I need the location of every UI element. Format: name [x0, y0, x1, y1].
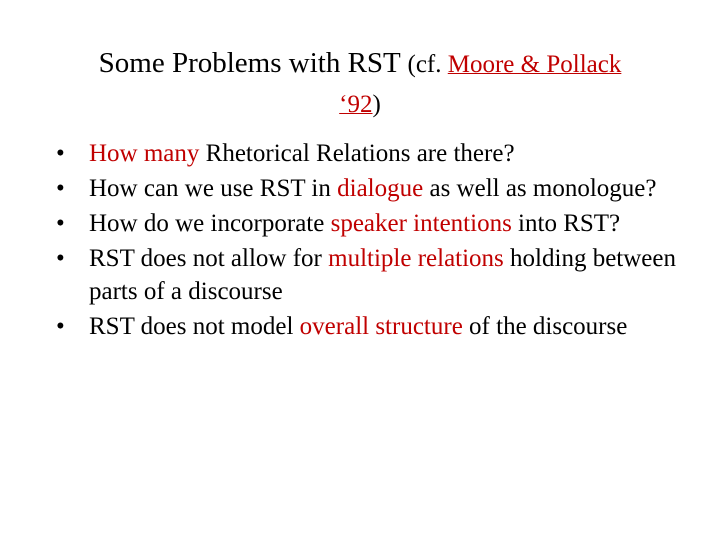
bullet-text-post: of the discourse	[462, 313, 628, 340]
bullet-text-pre: How can we use RST in	[89, 175, 338, 202]
bullet-icon: •	[56, 245, 65, 272]
bullet-icon: •	[56, 210, 65, 237]
citation-close: )	[372, 91, 381, 118]
bullet-list	[56, 137, 676, 345]
citation-authors-link[interactable]: Moore & Pollack	[447, 51, 622, 78]
bullet-highlight: overall structure	[299, 313, 463, 340]
bullet-highlight: speaker intentions	[330, 210, 512, 237]
bullet-highlight: dialogue	[337, 175, 424, 202]
citation-year-link[interactable]: ‘92	[339, 91, 373, 118]
title-main: Some Problems with RST	[98, 47, 401, 79]
list-item	[56, 310, 676, 343]
bullet-text-post: into RST?	[511, 210, 621, 237]
list-item	[56, 242, 676, 308]
bullet-text-post: as well as monologue?	[423, 175, 657, 202]
bullet-icon: •	[56, 175, 65, 202]
list-item	[56, 207, 676, 240]
bullet-text-post: holding between parts of a discourse	[89, 245, 676, 305]
slide-title	[40, 44, 680, 124]
citation-open: (cf.	[407, 51, 448, 78]
bullet-text-post: Rhetorical Relations are there?	[199, 140, 515, 167]
bullet-highlight: How many	[89, 140, 200, 167]
list-item	[56, 137, 676, 170]
bullet-text-pre: RST does not model	[89, 313, 300, 340]
bullet-highlight: multiple relations	[328, 245, 504, 272]
bullet-icon: •	[56, 313, 65, 340]
bullet-icon: •	[56, 140, 65, 167]
bullet-text-pre: How do we incorporate	[89, 210, 331, 237]
list-item	[56, 172, 676, 205]
bullet-text-pre: RST does not allow for	[89, 245, 329, 272]
